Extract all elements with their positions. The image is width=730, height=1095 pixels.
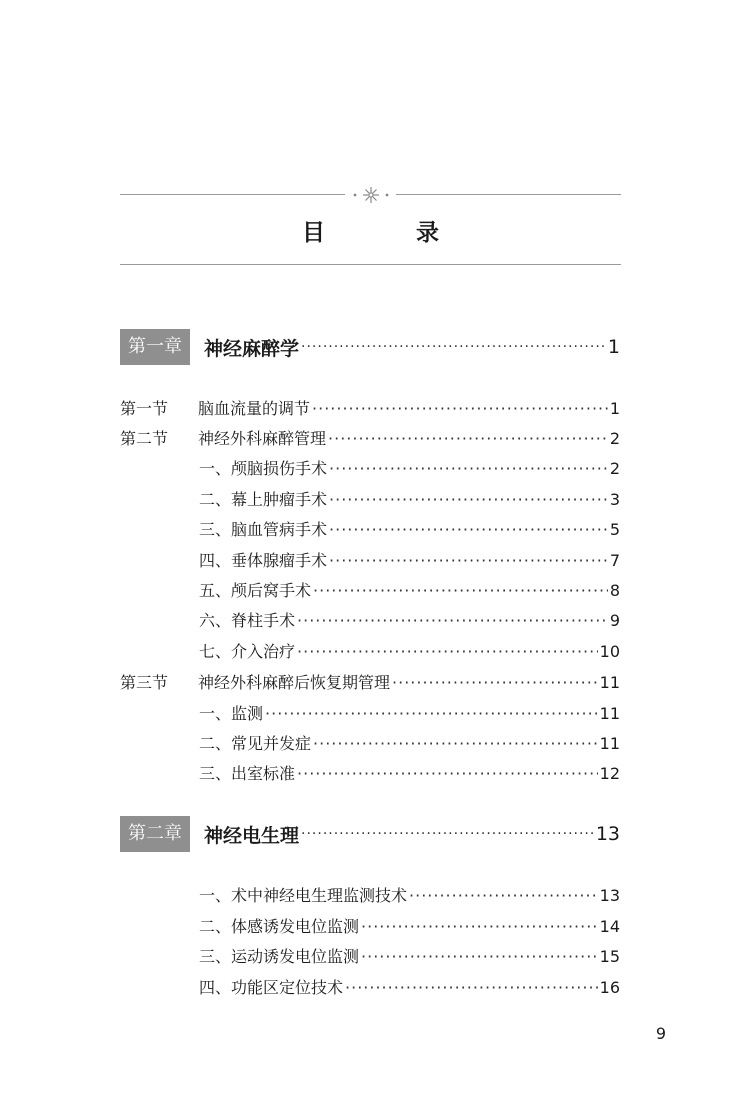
section-entry-1-3[interactable] — [120, 670, 620, 693]
page-ref: 13 — [599, 886, 620, 905]
dot-leader — [313, 734, 598, 753]
dot-leader — [329, 459, 608, 478]
ornament-icon — [351, 185, 391, 205]
subsection-entry[interactable] — [199, 639, 620, 662]
page-ref: 2 — [609, 429, 620, 448]
subsection-entry[interactable] — [199, 761, 620, 784]
subsection-entry[interactable] — [199, 883, 620, 906]
dot-leader — [297, 642, 598, 661]
subsection-entry[interactable] — [199, 578, 620, 601]
subsection-title: 三、出室标准 — [199, 764, 296, 783]
page-ref: 9 — [609, 611, 620, 630]
chapter-title: 神经麻醉学 — [204, 337, 300, 360]
subsection-title: 二、常见并发症 — [199, 734, 312, 753]
page-ref: 11 — [599, 734, 620, 753]
page-ref: 3 — [609, 490, 620, 509]
subsection-title: 六、脊柱手术 — [199, 611, 296, 630]
page-ref: 1 — [609, 399, 620, 418]
page-ref: 14 — [599, 917, 620, 936]
section-entry-1-2[interactable] — [120, 426, 620, 449]
subsection-title: 一、监测 — [199, 704, 264, 723]
subsection-entry[interactable] — [199, 517, 620, 540]
page-title: 目 录 — [302, 219, 473, 246]
dot-leader — [313, 581, 608, 600]
page-ref: 2 — [609, 459, 620, 478]
dot-leader — [297, 764, 598, 783]
dot-leader — [312, 399, 608, 418]
subsection-title: 四、功能区定位技术 — [199, 978, 344, 997]
section-label: 第二节 — [120, 429, 169, 448]
section-label: 第一节 — [120, 399, 169, 418]
subsection-title: 四、垂体腺瘤手术 — [199, 551, 328, 570]
page-ref: 8 — [609, 581, 620, 600]
subsection-title: 三、运动诱发电位监测 — [199, 947, 360, 966]
subsection-title: 二、体感诱发电位监测 — [199, 917, 360, 936]
chapter-entry-2[interactable] — [120, 816, 620, 852]
page-ref: 12 — [599, 764, 620, 783]
section-label: 第三节 — [120, 673, 169, 692]
section-entry-1-1[interactable] — [120, 396, 620, 419]
chapter-badge: 第一章 — [120, 329, 190, 365]
subsection-title: 七、介入治疗 — [199, 642, 296, 661]
dot-leader — [301, 826, 594, 842]
subsection-entry[interactable] — [199, 914, 620, 937]
page-ref: 13 — [595, 823, 620, 845]
page-ref: 5 — [609, 520, 620, 539]
subsection-entry[interactable] — [199, 975, 620, 998]
subsection-title: 五、颅后窝手术 — [199, 581, 312, 600]
dot-leader — [265, 704, 598, 723]
dot-leader — [409, 886, 598, 905]
page-ref: 7 — [609, 551, 620, 570]
subsection-entry[interactable] — [199, 487, 620, 510]
page-ref: 15 — [599, 947, 620, 966]
title-rule — [120, 264, 621, 265]
page-ref: 11 — [599, 673, 620, 692]
page-ref: 16 — [599, 978, 620, 997]
subsection-entry[interactable] — [199, 608, 620, 631]
subsection-entry[interactable] — [199, 701, 620, 724]
section-title: 神经外科麻醉管理 — [198, 429, 327, 448]
dot-leader — [329, 520, 608, 539]
subsection-entry[interactable] — [199, 944, 620, 967]
dot-leader — [301, 339, 606, 355]
subsection-entry[interactable] — [199, 731, 620, 754]
dot-leader — [329, 551, 608, 570]
subsection-entry[interactable] — [199, 456, 620, 479]
chapter-entry-1[interactable] — [120, 329, 620, 365]
chapter-badge: 第二章 — [120, 816, 190, 852]
page-ref: 11 — [599, 704, 620, 723]
subsection-title: 三、脑血管病手术 — [199, 520, 328, 539]
dot-leader — [392, 673, 598, 692]
dot-leader — [361, 917, 598, 936]
subsection-entry[interactable] — [199, 548, 620, 571]
dot-leader — [328, 429, 608, 448]
section-title: 神经外科麻醉后恢复期管理 — [198, 673, 391, 692]
subsection-title: 一、术中神经电生理监测技术 — [199, 886, 408, 905]
subsection-title: 一、颅脑损伤手术 — [199, 459, 328, 478]
header-rule-right — [396, 194, 621, 195]
subsection-title: 二、幕上肿瘤手术 — [199, 490, 328, 509]
dot-leader — [361, 947, 598, 966]
dot-leader — [297, 611, 608, 630]
dot-leader — [329, 490, 608, 509]
page-ref: 10 — [599, 642, 620, 661]
header-ornament-row — [120, 185, 621, 205]
page-number: 9 — [655, 1024, 666, 1043]
chapter-title: 神经电生理 — [204, 824, 300, 847]
page-ref: 1 — [607, 336, 620, 358]
dot-leader — [345, 978, 598, 997]
header-rule-left — [120, 194, 345, 195]
section-title: 脑血流量的调节 — [198, 399, 311, 418]
